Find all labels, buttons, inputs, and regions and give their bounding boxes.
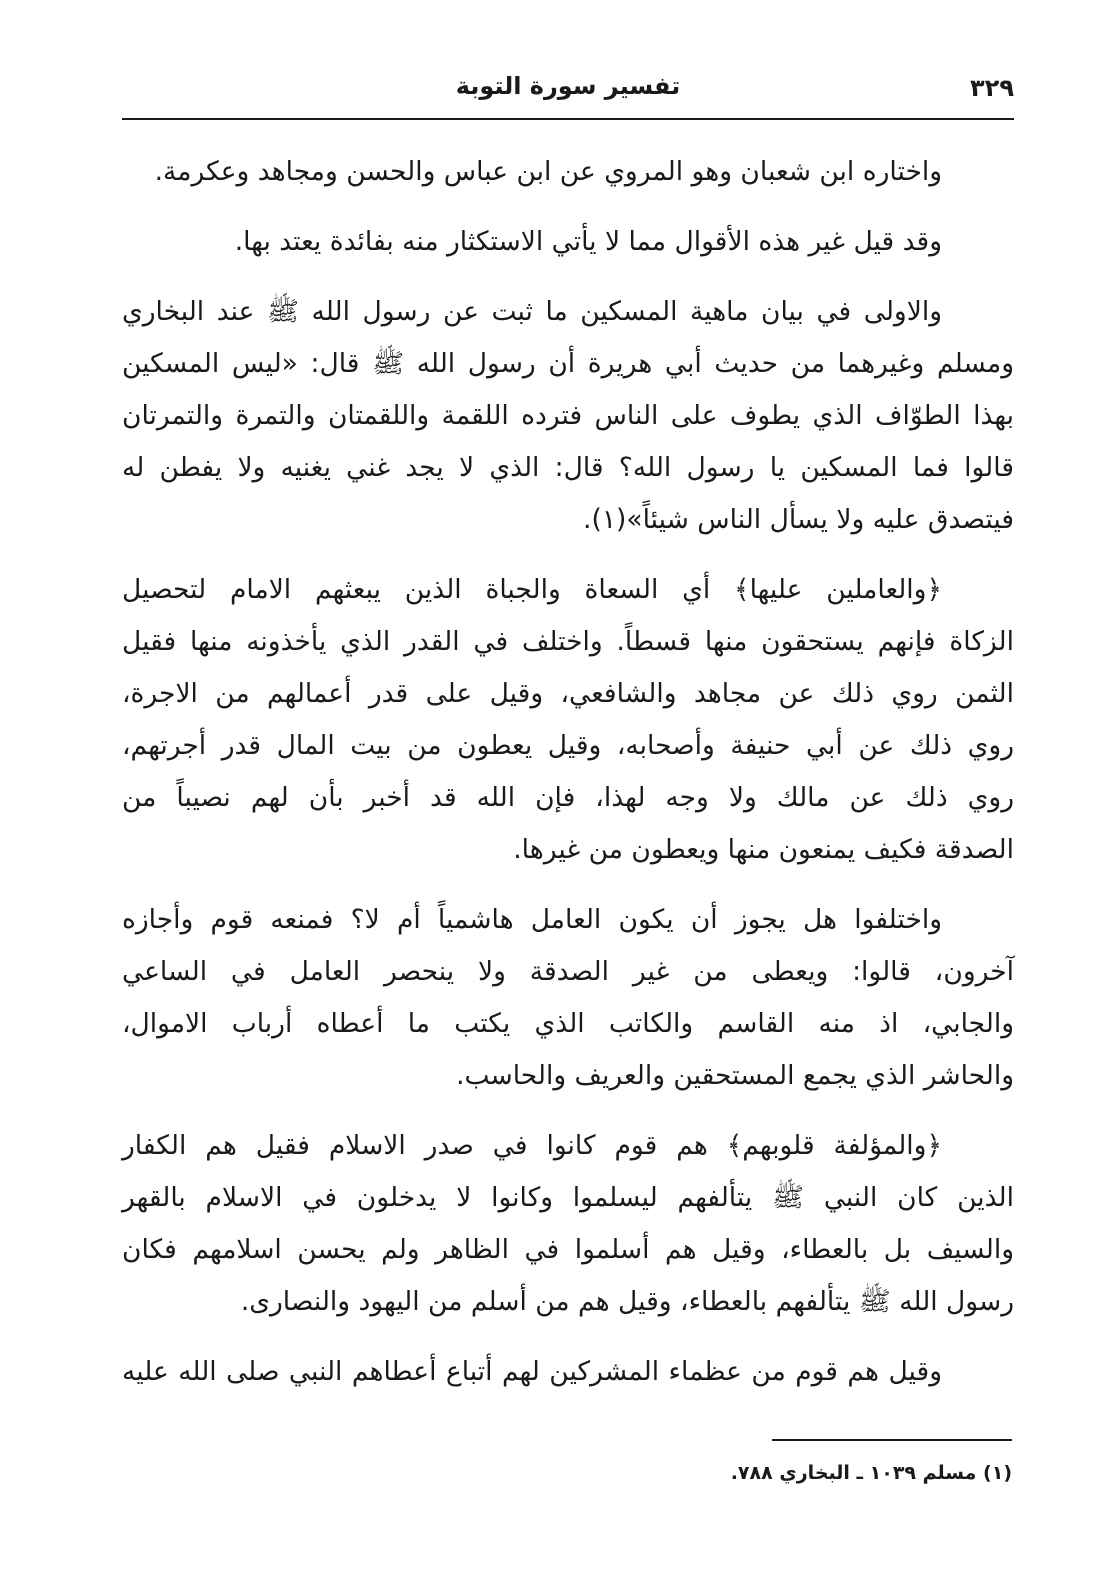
text-line: بهذا الطوّاف الذي يطوف على الناس فترده اللقمة واللقمتان والتمرة والتمرتان — [122, 400, 1014, 431]
paragraph — [122, 216, 1014, 268]
text-line: الزكاة فإنهم يستحقون منها قسطاً. واختلف في القدر الذي يأخذونه منها فقيل — [122, 626, 1014, 657]
text-line: قالوا فما المسكين يا رسول الله؟ قال: الذي لا يجد غني يغنيه ولا يفطن له — [122, 452, 1014, 483]
text-line: آخرون، قالوا: ويعطى من غير الصدقة ولا ينحصر العامل في الساعي — [122, 956, 1014, 987]
text-line: وقد قيل غير هذه الأقوال مما لا يأتي الاستكثار منه بفائدة يعتد بها. — [234, 226, 942, 257]
paragraph — [122, 1346, 1014, 1398]
running-title: تفسير سورة التوبة — [455, 72, 681, 100]
paragraph — [122, 894, 1014, 1102]
text-line: روي ذلك عن مالك ولا وجه لهذا، فإن الله قد أخبر بأن لهم نصيباً من — [122, 782, 1014, 813]
text-line: رسول الله ﷺ يتألفهم بالعطاء، وقيل هم من أسلم من اليهود والنصارى. — [240, 1286, 1014, 1317]
text-line: والاولى في بيان ماهية المسكين ما ثبت عن رسول الله ﷺ عند البخاري — [122, 296, 942, 327]
text-line: الذين كان النبي ﷺ يتألفهم ليسلموا وكانوا لا يدخلون في الاسلام بالقهر — [122, 1182, 1014, 1213]
paragraph — [122, 286, 1014, 546]
text-line: والسيف بل بالعطاء، وقيل هم أسلموا في الظاهر ولم يحسن اسلامهم فكان — [122, 1234, 1014, 1265]
footnote: (١) مسلم ١٠٣٩ ـ البخاري ٧٨٨. — [730, 1462, 1012, 1484]
text-line: وقيل هم قوم من عظماء المشركين لهم أتباع أعطاهم النبي صلى الله عليه — [122, 1356, 942, 1387]
text-line: فيتصدق عليه ولا يسأل الناس شيئاً»(١). — [583, 504, 1014, 535]
text-line: روي ذلك عن أبي حنيفة وأصحابه، وقيل يعطون من بيت المال قدر أجرتهم، — [122, 730, 1014, 761]
text-line: واختلفوا هل يجوز أن يكون العامل هاشمياً أم لا؟ فمنعه قوم وأجازه — [122, 904, 942, 935]
body-text — [122, 146, 1014, 1416]
paragraph — [122, 1120, 1014, 1328]
text-line: ومسلم وغيرهما من حديث أبي هريرة أن رسول الله ﷺ قال: «ليس المسكين — [122, 348, 1014, 379]
header-rule — [122, 118, 1014, 120]
text-line: والحاشر الذي يجمع المستحقين والعريف والحاسب. — [456, 1060, 1014, 1091]
page-header — [122, 70, 1014, 114]
text-line: الثمن روي ذلك عن مجاهد والشافعي، وقيل على قدر أعمالهم من الاجرة، — [122, 678, 1014, 709]
text-line: ﴿والعاملين عليها﴾ أي السعاة والجباة الذين يبعثهم الامام لتحصيل — [122, 574, 942, 605]
text-line: الصدقة فكيف يمنعون منها ويعطون من غيرها. — [513, 834, 1014, 865]
paragraph — [122, 564, 1014, 876]
text-line: ﴿والمؤلفة قلوبهم﴾ هم قوم كانوا في صدر الاسلام فقيل هم الكفار — [122, 1130, 942, 1161]
footnote-rule — [772, 1439, 1012, 1441]
page-number: ٣٢٩ — [970, 74, 1014, 102]
text-line: واختاره ابن شعبان وهو المروي عن ابن عباس والحسن ومجاهد وعكرمة. — [154, 156, 942, 187]
text-line: والجابي، اذ منه القاسم والكاتب الذي يكتب ما أعطاه أرباب الاموال، — [122, 1008, 1014, 1039]
paragraph — [122, 146, 1014, 198]
